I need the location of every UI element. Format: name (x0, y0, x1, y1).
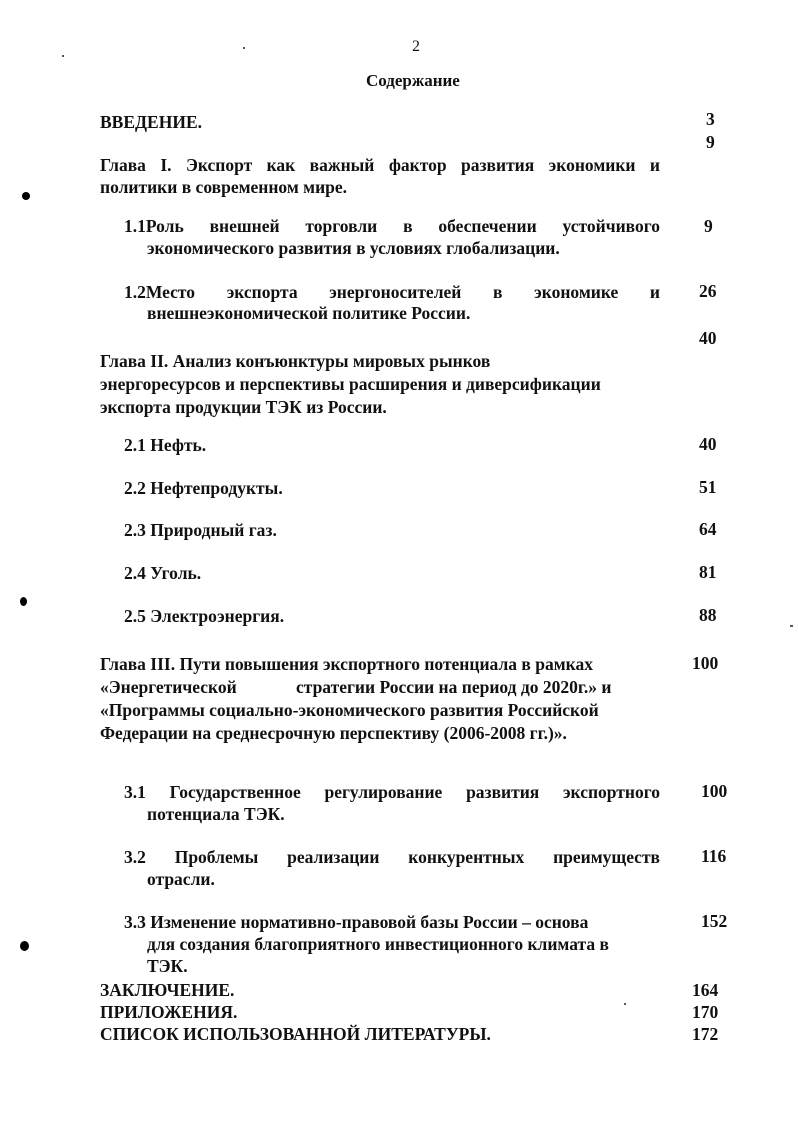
toc-chapter3-page: 100 (692, 653, 719, 673)
toc-section-1-2-line1: 1.2Место экспорта энергоносителей в экономике и (124, 282, 660, 302)
punch-hole-mark (20, 597, 27, 606)
toc-section-2-5-label: 2.5 Электроэнергия. (124, 606, 285, 626)
toc-chapter2-line1: Глава II. Анализ конъюнктуры мировых рынков (100, 351, 491, 371)
toc-section-3-1-line1: 3.1 Государственное регулирование развития экспортного (124, 782, 660, 802)
toc-appendices-page: 170 (692, 1002, 719, 1022)
punch-hole-mark (22, 192, 30, 200)
toc-section-2-4-label: 2.4 Уголь. (124, 563, 202, 583)
toc-section-1-2-line2: внешнеэкономической политике России. (147, 303, 471, 323)
toc-chapter2-line3: экспорта продукции ТЭК из России. (100, 397, 387, 417)
toc-chapter1-page: 9 (706, 132, 715, 152)
toc-appendices-label: ПРИЛОЖЕНИЯ. (100, 1002, 238, 1022)
toc-section-2-3-page: 64 (699, 519, 717, 539)
toc-section-3-2-line1: 3.2 Проблемы реализации конкурентных преимуществ (124, 847, 660, 867)
toc-chapter3-line3: «Программы социально-экономического развития Российской (100, 700, 599, 720)
toc-conclusion-label: ЗАКЛЮЧЕНИЕ. (100, 980, 235, 1000)
toc-chapter1-line1: Глава I. Экспорт как важный фактор развития экономики и (100, 155, 660, 175)
toc-intro-label: ВВЕДЕНИЕ. (100, 112, 203, 132)
toc-section-1-1-page: 9 (704, 216, 713, 236)
toc-chapter2-page: 40 (699, 328, 717, 348)
toc-section-2-4-page: 81 (699, 562, 717, 582)
toc-chapter1-line2: политики в современном мире. (100, 177, 348, 197)
scan-speck (624, 1003, 626, 1005)
page-number: 2 (412, 38, 420, 55)
toc-section-3-2-page: 116 (701, 846, 727, 866)
toc-chapter3-line2b: стратегии России на период до 2020г.» и (296, 677, 612, 697)
toc-title: Содержание (366, 71, 460, 90)
toc-conclusion-page: 164 (692, 980, 719, 1000)
toc-section-3-3-line1: 3.3 Изменение нормативно-правовой базы России – основа (124, 912, 589, 932)
toc-section-3-3-line3: ТЭК. (147, 956, 188, 976)
toc-section-1-1-line2: экономического развития в условиях глобализации. (147, 238, 560, 258)
toc-section-2-2-label: 2.2 Нефтепродукты. (124, 478, 283, 498)
toc-section-3-1-page: 100 (701, 781, 728, 801)
toc-chapter3-line1: Глава III. Пути повышения экспортного потенциала в рамках (100, 654, 593, 674)
toc-section-2-1-page: 40 (699, 434, 717, 454)
toc-section-1-2-page: 26 (699, 281, 717, 301)
toc-section-3-2-line2: отрасли. (147, 869, 215, 889)
toc-intro-page: 3 (706, 109, 715, 129)
toc-section-2-1-label: 2.1 Нефть. (124, 435, 207, 455)
scan-speck (790, 625, 793, 627)
toc-chapter3-line2a: «Энергетической (100, 677, 237, 697)
toc-section-2-3-label: 2.3 Природный газ. (124, 520, 277, 540)
toc-chapter2-line2: энергоресурсов и перспективы расширения и диверсификации (100, 374, 601, 394)
toc-references-label: СПИСОК ИСПОЛЬЗОВАННОЙ ЛИТЕРАТУРЫ. (100, 1024, 491, 1044)
toc-section-2-2-page: 51 (699, 477, 717, 497)
toc-section-2-5-page: 88 (699, 605, 717, 625)
toc-section-1-1-line1: 1.1Роль внешней торговли в обеспечении устойчивого (124, 216, 660, 236)
toc-section-3-3-line2: для создания благоприятного инвестиционного климата в (147, 934, 609, 954)
toc-references-page: 172 (692, 1024, 719, 1044)
punch-hole-mark (20, 941, 29, 951)
toc-chapter3-line4: Федерации на среднесрочную перспективу (2006-2008 гг.)». (100, 723, 567, 743)
toc-section-3-1-line2: потенциала ТЭК. (147, 804, 285, 824)
scan-speck (243, 47, 245, 49)
scan-speck (62, 55, 64, 57)
toc-section-3-3-page: 152 (701, 911, 728, 931)
